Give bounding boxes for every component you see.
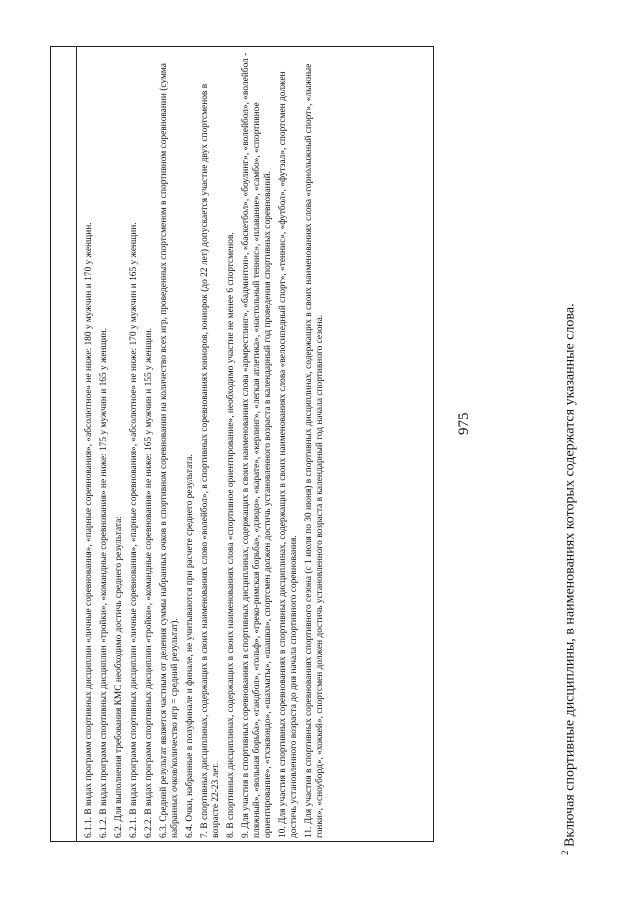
footnote: [560, 303, 579, 855]
note-6-2: 6.2. Для выполнения требования КМС необходимо достичь среднего результата:: [114, 516, 124, 838]
note-9: 9. Для участия в спортивных соревнованиях в спортивных дисциплинах, содержащих в своих наименованиях слова «армрестлинг», «бадминтон», «баскетбол», «боулинг», «волейбол», «волейбол - пляжный», «вольная борьба», «гандбол», «гольф», «греко-римская борьба», «дзюдо», «карате», «керлинг», «легкая атлетика», «настольный теннис», «плавание», «самбо», «спортивное ориентирование», «тхэквондо», «шахматы», «шашки», спортсмен должен достичь установленного возраста в календарный год проведения спортивных соревнований.: [241, 52, 273, 838]
note-6-3: 6.3. Средний результат является частным от деления суммы набранных очков в спортивном соревновании на количество всех игр, проведенных спортсменом в спортивном соревновании (сумма набранных очков/количество игр = средний результат).: [159, 63, 180, 838]
note-6-2-2: 6.2.2. В видах программ спортивных дисциплин «тройки», «командные соревнования» не ниже: 165 у мужчин и 155 у женщин.: [144, 327, 154, 838]
note-11: 11. Для участия в спортивных соревнованиях спортивного сезона (с 1 июля по 30 июня) в спортивных дисциплинах, содержащих в своих наименованиях слова «горнолыжный спорт», «лыжные гонки», «сноуборд», «хоккей», спортсмен должен достичь установленного возраста в календарный год начала спортивного сезона.: [304, 63, 325, 838]
note-7: 7. В спортивных дисциплинах, содержащих в своих наименованиях слово «волейбол», в спортивных соревнованиях юниоров, юниорок (до 22 лет) допускается участие двух спортсменов в возрасте 22-23 лет.: [200, 83, 221, 838]
note-6-1-2: 6.1.2. В видах программ спортивных дисциплин «тройки», «командные соревнования» не ниже: 175 у мужчин и 165 у женщин.: [99, 327, 109, 838]
note-6-1-1: 6.1.1. В видах программ спортивных дисциплин «личные соревнования», «парные соревнования», «абсолютное» не ниже: 180 у мужчин и 170 у женщин.: [84, 222, 94, 838]
notes-table: [50, 46, 434, 842]
footnote-mark: 2: [560, 850, 570, 855]
table-cell-text: [84, 48, 330, 838]
note-6-4: 6.4. Очки, набранные в полуфинале и финале, не учитываются при расчете среднего результата.: [185, 454, 195, 838]
table-column-divider: [76, 47, 77, 841]
footnote-text: Включая спортивные дисциплины, в наименованиях которых содержатся указанные слова.: [562, 303, 578, 847]
note-6-2-1: 6.2.1. В видах программ спортивных дисциплин «личные соревнования», «парные соревнования», «абсолютное» не ниже: 170 у мужчин и 165 у женщин.: [129, 222, 139, 838]
note-10: 10. Для участия в спортивных соревнованиях в спортивных дисциплинах, содержащих в своих наименованиях слова «велосипедный спорт», «теннис», «футбол», «футзал», спортсмен должен достичь установленного возраста до дня начала спортивного соревнования.: [278, 71, 299, 838]
page-number: 975: [456, 412, 472, 435]
note-8: 8. В спортивных дисциплинах, содержащих в своих наименованиях слова «спортивное ориентирование», необходимо участие не менее 6 спортсменов.: [226, 232, 236, 838]
